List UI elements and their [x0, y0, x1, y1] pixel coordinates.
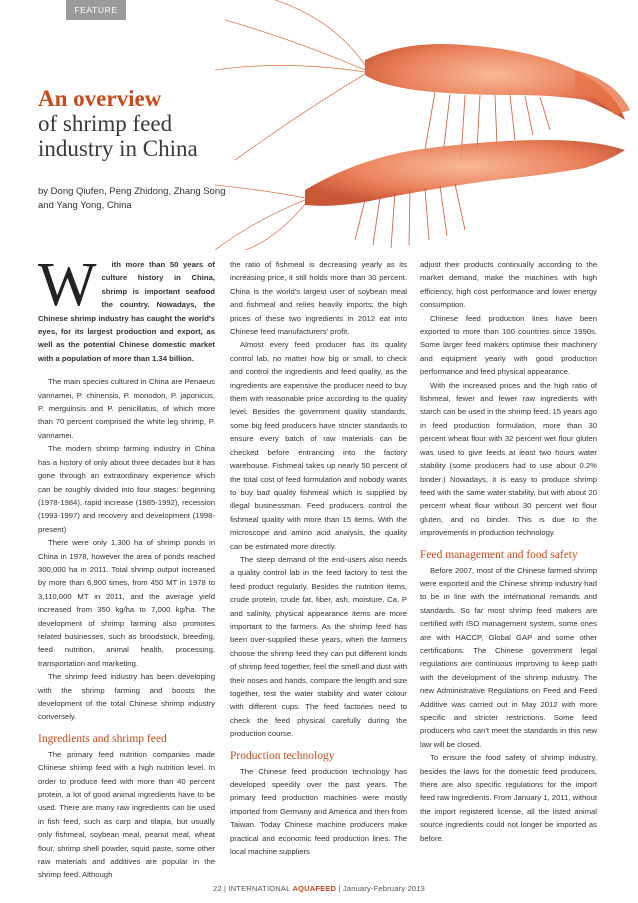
footer-suffix: | January-February 2013: [336, 884, 426, 893]
paragraph: The Chinese feed production technology has developed speedily over the past years. The primary feed production machines were mostly imported from Germany and America and then from Taiwan. Today Chinese machine producers make practical and economic feed production lines. The local machine suppliers: [230, 766, 407, 857]
paragraph: the ratio of fishmeal is decreasing yearly as its increasing price, it still holds more than 30 percent. China is the world's largest user of soybean meal and fishmeal and relies heavily imports; the high prices of these two ingredients in 2012 eat into Chinese feed manufacturers' profit.: [230, 260, 407, 337]
byline: by Dong Qiufen, Peng Zhidong, Zhang Song and Yang Yong, China: [38, 186, 226, 211]
page-footer: [0, 884, 638, 893]
dropcap: W: [38, 251, 97, 319]
paragraph: Before 2007, most of the Chinese farmed shrimp were exported and the Chinese shrimp industry had to be in line with the international remands and standards. So far most shrimp feed makers are certified with ISO management system, some ones are with HACCP, Global GAP and some other certifications. The Chinese government legal regulations are continuous improving to keep path with the development of the shrimp industry. The new Administrative Regulations on Feed and Feed Additive was carried out in May 2012 with more specific and stricter restrictions. Some feed producers who can't meet the standards in this new law will be closed.: [420, 565, 597, 749]
paragraph: The main species cultured in China are Penaeus vannamei, P. chinensis, P. monodon, P. japonicus, P. merguinsis and P. penicillatus, of which more than 70 percent comprised the white leg shrimp, P. vannamei.: [38, 377, 215, 440]
paragraph: With the increased prices and the high ratio of fishmeal, fewer and fewer raw ingredients with starch can be used in the shrimp feed. 15 years ago in feed production formulation, more than 30 percent wheat flour with 32 percent wet flour gluten was used to give feeds at least two hours water stability (some producers had to use about 0.2% binder.) Nowadays, it is easy to produce shrimp feed with the same water stability, but with about 20 percent wheat flour without 30 percent wet flour gluten, and no binder. This is due to the improvements in production technology.: [420, 380, 597, 538]
paragraph: The steep demand of the end-users also needs a quality control lab in the feed factory to test the feed product regularly. Besides the nutrition items, crude protein, crude fat, fiber, ash, moisture, Ca, P and salinity, physical appearance items are more important to the farmers. As the shrimp feed has been over-supplied these years, when the farmers choose the shrimp feed they can put different kinds of shrimp feed together, feel the smell and dust with their noses and hands, compare the length and size together, test the water stability and water colour with different cups. The feed factories need to check the feed physical carefully during the production course.: [230, 554, 407, 739]
paragraph: The primary feed nutrition companies made Chinese shrimp feed with a high nutrition level. In order to produce feed with more than 40 percent protein, a lot of good animal ingredients have to be used. There are many raw ingredients can be used in fish feed, such as carp and tilapia, but usually only fishmeal, soybean meal, peanut meal, wheat flour, shrimp shell powder, squid paste, some other raw materials and additives are popular in the shrimp feed. Although: [38, 749, 215, 880]
footer-prefix: 22 | INTERNATIONAL: [212, 884, 293, 893]
subheading: Feed management and food safety: [420, 548, 578, 561]
subheading: Ingredients and shrimp feed: [38, 732, 167, 745]
headline-line-3: industry in China: [38, 136, 198, 161]
article-column-1: [38, 251, 215, 882]
article-column-2: [230, 258, 407, 858]
headline-line-2: of shrimp feed: [38, 111, 173, 136]
paragraph: The modern shrimp farming industry in China has a history of only about three decades but it has gone through an extraordinary experience which can be roughly divided into four stages: beginning (1978-1984), rapid increase (1985-1992), recession (1993-1997) and recovery and development (1998-present): [38, 444, 215, 534]
paragraph: Almost every feed producer has its quality control lab, no matter how big or small, to check and control the ingredients and feed quality, as the ingredients are expensive the producer need to buy them with reasonable price according to the quality level. Besides the government quality standards, some big feed producers have stricter standards to ensure every batch of raw materials can be checked before entrancing into the factory warehouse. Fishmeal takes up nearly 50 percent of the total cost of feed formulation and nobody wants to buy bad quality fishmeal which is supplied by illegal businessman. Feed producers control the fishmeal quality with more than 15 items. With the microscope and amino acid analysis, the quality can be estimated more directly.: [230, 340, 407, 551]
shrimp-lower: [305, 140, 625, 248]
paragraph: To ensure the food safety of shrimp industry, besides the laws for the domestic feed producers, there are also specific regulations for the import feed raw ingredients. From January 1, 2011, without the import registered license, all the listed animal source ingredients could not longer be imported as before.: [420, 753, 597, 843]
footer-brand: AQUAFEED: [292, 884, 337, 893]
headline-line-1: An overview: [38, 86, 162, 111]
subheading: Production technology: [230, 749, 335, 762]
shrimp-photo: [215, 0, 638, 250]
paragraph: adjust their products continually according to the market demand, make the machines with high efficiency, high cost performance and lower energy consumption.: [420, 260, 597, 310]
section-tag: FEATURE: [66, 0, 126, 20]
headline: [38, 86, 258, 161]
paragraph: Chinese feed production lines have been exported to more than 100 countries since 1990s. Some larger feed makers optimise their machinery and equipment yearly with good production performance and feed physical appearance.: [420, 313, 597, 377]
paragraph: The shrimp feed industry has been developing with the shrimp farming and boosts the development of the total Chinese shrimp industry conversely.: [38, 672, 215, 722]
lead-paragraph: ith more than 50 years of culture history in China, shrimp is important seafood the country. Nowadays, the Chinese shrimp industry has caught the world's eyes, for its largest production and export, as well as the potential Chinese domestic market with a population of more than 1.34 billion.: [38, 260, 215, 363]
paragraph: There were only 1,300 ha of shrimp ponds in China in 1978, however the area of ponds reached 300,000 ha in 2011. Total shrimp output increased by more than 6,900 times, from 450 MT in 1978 to 3,110,000 MT in 2011, and the average yield increased from 350 kg/ha to 7,000 kg/ha. The development of shrimp farming also promotes related businesses, such as broodstock, breeding, feed nutrition, animal health, processing, transportation and marketing.: [38, 538, 215, 668]
article-column-3: [420, 258, 597, 845]
